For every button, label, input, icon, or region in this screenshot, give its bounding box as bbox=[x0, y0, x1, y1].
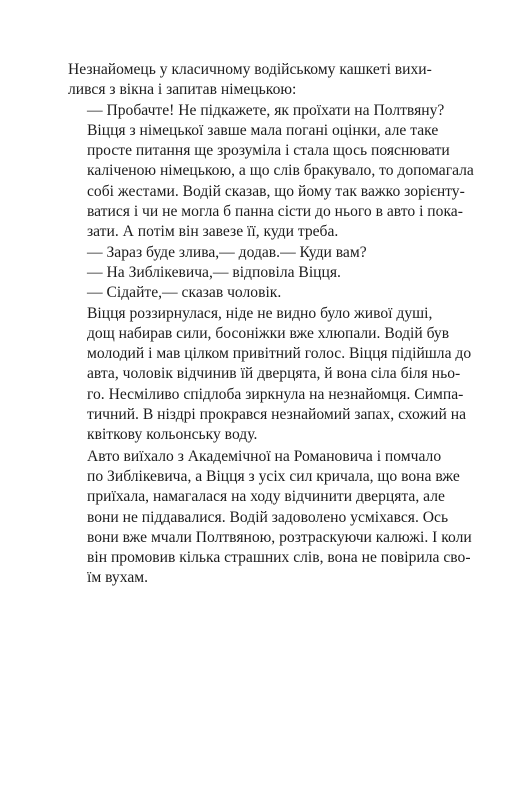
text-line: молодий і мав цілком привітний голос. Віцця підійшла до bbox=[87, 345, 472, 363]
paragraph-explanation bbox=[68, 121, 474, 243]
text-line: квіткову кольонську воду. bbox=[87, 426, 258, 444]
text-line: приїхала, намагалася на ходу відчинити дверцята, але bbox=[87, 488, 445, 506]
text-line: авта, чоловік відчинив їй дверцята, й вона сіла біля ньо- bbox=[87, 365, 461, 383]
text-line: вони не піддавалися. Водій задоволено усміхався. Ось bbox=[87, 508, 449, 526]
text-line: зати. А потім він завезе її, куди треба. bbox=[87, 223, 339, 241]
paragraph-getting-in bbox=[68, 304, 472, 446]
text-line: їм вухам. bbox=[87, 569, 149, 587]
paragraph-dialogue-question bbox=[68, 101, 459, 121]
text-line: вони вже мчали Полтвяною, розтраскуючи калюжі. І коли bbox=[87, 528, 472, 546]
text-line: він промовив кілька страшних слів, вона не повірила сво- bbox=[87, 549, 471, 567]
text-line: лився з вікна і запитав німецькою: bbox=[68, 81, 297, 99]
page-text bbox=[68, 60, 474, 589]
text-line: Незнайомець у класичному водійському кашкеті вихи- bbox=[68, 61, 432, 78]
text-line: дощ набирав сили, босоніжки вже хлюпали. Водій був bbox=[87, 324, 450, 342]
text-line: — Сідайте,— сказав чоловік. bbox=[87, 284, 282, 302]
paragraph-the-drive bbox=[68, 447, 472, 589]
text-line: — Пробачте! Не підкажете, як проїхати на Полтвяну? bbox=[87, 101, 445, 119]
text-line: собі жестами. Водій сказав, що йому так важко зорієнту- bbox=[87, 182, 465, 200]
text-line: — Зараз буде злива,— додав.— Куди вам? bbox=[87, 243, 367, 261]
text-line: Віцця роззирнулася, ніде не видно було живої душі, bbox=[87, 304, 433, 322]
text-line: по Зиблікевича, а Віцця з усіх сил кричала, що вона вже bbox=[87, 467, 460, 485]
paragraph-dialogue-rain bbox=[68, 243, 459, 263]
text-line: Авто виїхало з Академічної на Романовича і помчало bbox=[87, 447, 442, 465]
text-line: Віцця з німецької завше мала погані оцінки, але таке bbox=[87, 121, 439, 139]
text-line: го. Несміливо спідлоба зиркнула на незнайомця. Симпа- bbox=[87, 385, 464, 403]
text-line: ватися і чи не могла б панна сісти до нього в авто і пока- bbox=[87, 203, 463, 221]
paragraph-dialogue-sit bbox=[68, 283, 459, 303]
text-line: — На Зиблікевича,— відповіла Віцця. bbox=[87, 263, 341, 281]
text-line: просте питання ще зрозуміла і стала щось пояснювати bbox=[87, 142, 450, 160]
paragraph-dialogue-answer bbox=[68, 263, 459, 283]
text-line: каліченою німецькою, а що слів бракувало, то допомагала bbox=[87, 162, 474, 180]
paragraph-opening bbox=[68, 60, 459, 101]
text-line: тичний. В ніздрі прокрався незнайомий запах, схожий на bbox=[87, 406, 467, 424]
